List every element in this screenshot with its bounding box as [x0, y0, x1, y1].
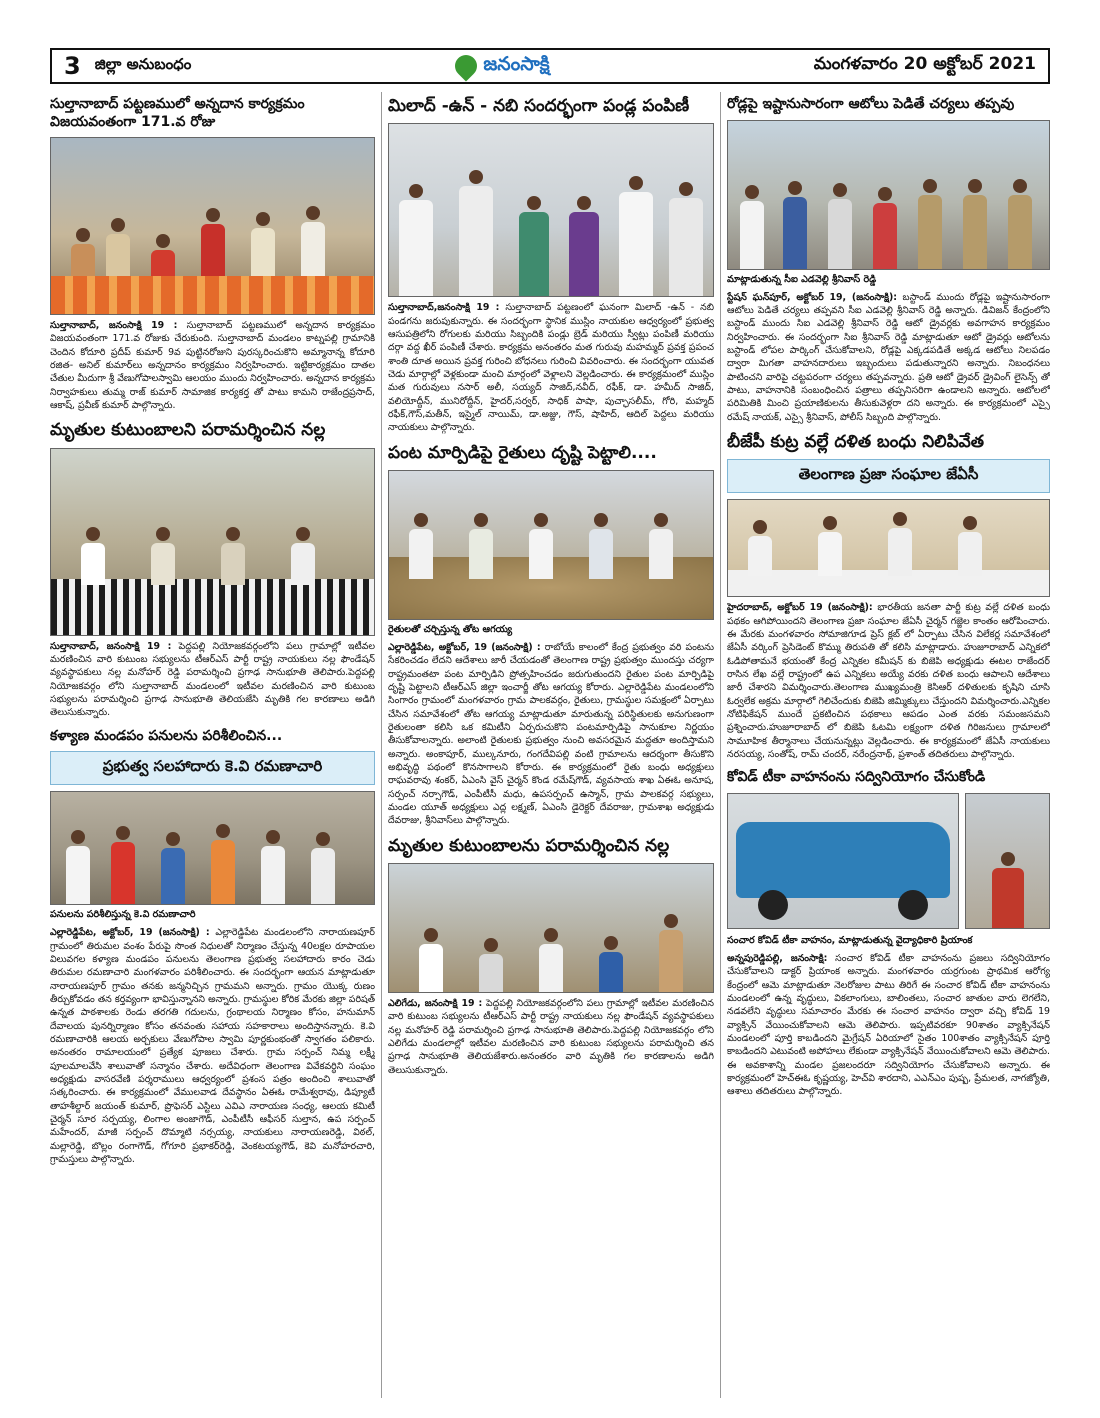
column-1 [50, 92, 375, 1398]
article-body: ఎల్లారెడ్డిపేట, అక్టోబర్, 19 (జనంసాక్షి) : ఎల్లారెడ్డిపేట మండలంలోని నారాయణపూర్ గ్రామంలో తిరుమల వంశం పేరుపై సొంత నిధులతో నిర్మాణం చేస్తున్న 40లక్షల రూపాయల విలువగల కళ్యాణ మండపం పనులను తెలంగాణ ప్రభుత్వ సలహాదారు కారం చెడు తిరుమల రమణాచారి మంగళవారం పరిశీలించారు. ఈ సందర్భంగా ఆయన మాట్లాడుతూ నారాయణపూర్ గ్రామం తనకు జన్మనిచ్చిన గ్రామమని అన్నారు. గ్రామం యొక్క రుణం తీర్చుకోవడం తన కర్తవ్యంగా భావిస్తున్నానని అన్నారు. గ్రామస్థుల కోరిక మేరకు జిల్లా పరిషత్ ఉన్నత పాఠశాలకు రెండు తరగతి గదులను, గ్రంథాలయ నిర్మాణం కోసం, హనుమాన్ దేవాలయ పునర్నిర్మాణం కోసం తనవంతు సహాయ సహకారాలు అందిస్తానన్నారు. కె.వి రమణాచారికి ఆలయ అర్చకులు వేణుగోపాల స్వామి పూర్ణకుంభంతో స్వాగతం పలికారు. అనంతరం రామాలయంలో ప్రత్యేక పూజలు చేశారు. గ్రామ సర్పంచ్ నిమ్మ లక్ష్మీ పూలమాలవేసి శాలువాతో సన్మానం చేశారు. అదేవిధంగా తెలంగాణ వివేకవర్ధిని సంఘం అధ్యక్షుడు వాసరవేణి పర్శరాములు ఆధ్వర్యంలో ప్రశంస పత్రం అందించి శాలువాతో సత్కరించారు. ఈ కార్యక్రమంలో వేములవాడ దేవస్థానం ఏఈఓ రామేశ్వరావు, డిప్యూటీ తాహశీల్దార్ జయంత్ కుమార్, ప్రొఫెసర్ ఎస్టిలు ఎవిఎ నారాయణ సంధ్య, ఆలయ కమిటీ చైర్మన్ సూర సర్పయ్య, లింగాల అంజాగౌడ్, ఎంపీటీసీ ఆఫీసర్ సుల్తాన, ఉప సర్పంచ్ మహేందర్, మాజీ సర్పంచ్ దొమ్మాటి నర్సయ్య, నాయకులు నారాయణరెడ్డి, విఠల్, మల్లారెడ్డి, బొల్లం రంగాగౌడ్, గోగూరి ప్రభాకర్‌రెడ్డి, వెంకటయ్యగౌడ్, కెవి మనోహరచారి, గ్రామస్తులు పాల్గొన్నారు. [50, 927, 375, 1166]
page-number: 3 [64, 52, 81, 80]
photo-caption: సంచార కోవిడ్ టీకా వాహనం, మాట్లాడుతున్న వైద్యాధికారి ప్రియాంక [727, 934, 973, 946]
article-body: హైదరాబాద్, అక్టోబర్ 19 (జనంసాక్షి): భారతీయ జనతా పార్టీ కుట్ర వల్లే దళిత బంధు పథకం ఆగిపోయిందని తెలంగాణ ప్రజా సంఘాల జేఏసీ చైర్మన్ గజ్జెల కాంతం ఆరోపించారు. ఈ మేరకు మంగళవారం సోమాజిగూడ ప్రెస్ క్లబ్ లో ఏర్పాటు చేసిన విలేకర్ల సమావేశంలో జేఏసీ వర్కింగ్ ప్రెసిడెంట్ కొమ్ము తిరుపతి తో కలిసి మాట్లాడారు. హుజూరాబాద్ ఎన్నికలో ఓడిపోతామనే భయంతో కేంద్ర ఎన్నికల కమీషన్ కు బిజెపి అధ్యక్షుడు ఈటల రాజేందర్ రాసిన లేఖ వల్లే రాష్ట్రంలో ఉప ఎన్నికలు అయ్యే వరకు దళిత బంధు ఆపాలని ఆదేశాలు జారీ చేశారని విమర్శించారు.తెలంగాణ ముఖ్యమంత్రి కెసిఆర్ దళితులకు కృషిని చూసి ఓర్వలేక అక్రమ మార్గాలో గెలిచేందుకు బిజెపి జిమ్మిక్కులు చేస్తుందని విమర్శించారు.ఎన్నికల నోటిఫికేషన్ ముందే ప్రకటించిన పథకాలు ఆపడం ఎంత వరకు సమంజసమని ప్రశ్నించారు.హుజూరాబాద్ లో బిజెపి ఓటమి లక్ష్యంగా దళిత గిరిజనులు గ్రామాలలో సామూహిక తీర్మానాలు చేయనున్నట్లు వెల్లడించారు. ఈ కార్యక్రమంలో జేఏసీ నాయకులు నరసయ్య, సంతోష్, రామ్ చందర్, నరేంద్రనాథ్, ప్రశాంత్ తదితరులు పాల్గొన్నారు. [727, 602, 1050, 760]
article-headline: బీజేపీ కుట్ర వల్లే దళిత బంధు నిలిపివేత [727, 431, 984, 452]
article-headline: మృతుల కుటుంబాలను పరామర్శించిన నల్ల [388, 835, 670, 856]
article-photo [727, 120, 1050, 270]
masthead-left [64, 52, 191, 80]
article-auto-warning [727, 96, 1050, 424]
article-body: అన్నపురెడ్డిపల్లి, జనంసాక్షి: సంచార కోవిడ్ టీకా వాహనంను ప్రజలు సద్వినియోగం చేసుకోవాలని డాక్టర్ ప్రియాంక అన్నారు. మంగళవారం యర్రగుంట ప్రాథమిక ఆరోగ్య కేంద్రంలో ఆమె మాట్లాడుతూ నెలరోజుల పాటు తిరిగే ఈ సంచార కోవిడ్ టీకా వాహనంను మండలంలో ఉన్న వృద్ధులు, వికలాంగులు, బాలింతలు, సంచార జాతుల వారు లెగలేని, నడవలేని వృద్ధులు సమాచారం మేరకు ఈ సంచార వాహనం ద్వారా వచ్చి కోవిడ్ 19 వ్యాక్సిన్ వేయించుకోవాలని ఆమె తెలిపారు. ఇప్పటివరకూ 90శాతం వ్యాక్సినేషన్ మండలంలో పూర్తి కాబడిందని మైగ్రేషన్ ఏరియాలో సైతం 100శాతం వ్యాక్సినేషన్ పూర్తి కాబడిందని ఎటువంటి అపోహలు లేకుండా వ్యాక్సినేషన్ వేయించుకోవాలని ఆమె తెలిపారు. ఈ అవకాశాన్ని మండల ప్రజలందరూ సద్వినియోగం చేసుకోవాలని అన్నారు. ఈ కార్యక్రమంలో హెచ్ఈఓ కృష్ణయ్య, హెచ్‌వి శారదాని, ఎఎన్ఎం పుష్ప, ప్రేమలత, నాగజ్యోతి, ఆశాలు తదితరులు పాల్గొన్నారు. [727, 952, 1050, 1098]
article-photo [727, 499, 1050, 597]
article-body: సుల్తానాబాద్, జనంసాక్షి 19 : సుల్తానాబాద్ పట్టణములో అన్నదాన కార్యక్రమం విజయవంతంగా 171.వ రోజుకు చేరుకుంది. సుల్తానాబాద్ మండలం కాట్నపల్లి గ్రామానికి చెందిన కోదూరి ప్రదీప్ కుమార్ 9వ పుట్టినరోజుని పురస్కరించుకొని అమ్మానాన్న కోదూరి రజిత- అనిల్ కుమార్‌లు అన్నదానం కార్యక్రమం నిర్వహించారు. ఇట్టికార్యక్రమం దాతల చేతుల మీదుగా శ్రీ వేణుగోపాలస్వామి ఆలయం ముందు నిర్వహించారు. అన్నదాన కార్యక్రమ నిర్వాహకులు తుమ్మ రాజ్ కుమార్ సామాజిక కార్యకర్త తో పాటు కామని రాజేంద్రప్రసాద్, ఆకాష్, ప్రవీణ్ కుమార్ పాల్గొన్నారు. [50, 320, 375, 412]
article-photo [50, 448, 375, 636]
article-photo [50, 791, 375, 905]
article-subbanner: ప్రభుత్వ సలహాదారు కె.వి రమణాచారి [50, 751, 375, 785]
issue-date: మంగళవారం 20 అక్టోబర్ 2021 [813, 54, 1036, 74]
column-3 [727, 92, 1050, 1398]
masthead [50, 48, 1050, 84]
photo-caption: రైతులతో చర్చిస్తున్న తోట ఆగయ్య [388, 623, 513, 635]
column-divider [381, 92, 382, 1398]
article-headline: పంట మార్పిడిపై రైతులు దృష్టి పెట్టాలి.... [388, 442, 657, 463]
column-2 [388, 92, 714, 1398]
article-photo [388, 863, 714, 993]
photo-caption: మాట్లాడుతున్న సీఐ ఎడవెల్లి శ్రీనివాస్ రెడ్డి [727, 273, 877, 285]
article-headline: కళ్యాణ మండపం పనులను పరిశీలించిన... [50, 727, 283, 744]
leaf-logo-icon [451, 50, 482, 81]
article-nalla-condolence-2 [388, 836, 714, 1077]
newspaper-logo [455, 53, 549, 80]
section-name: జిల్లా అనుబంధం [94, 55, 192, 73]
article-body: ఎల్లారెడ్డిపేట, అక్టోబర్, 19 (జనంసాక్షి) : రాబోయే కాలంలో కేంద్ర ప్రభుత్వం వరి పంటను సేకరించడం లేదని ఆదేశాలు జారీ చేయడంతో తెలంగాణ రాష్ట్ర ప్రభుత్వం ముందస్తు చర్యగా రాష్ట్రమంతటా పంట మార్పిడిని ప్రోత్సహించడం జరుగుతుందని రైతుల పంట మార్పిడిపై దృష్టి పెట్టాలని టీఆర్‌ఎస్ జిల్లా ఇంచార్జీ తోట ఆగయ్య కోరారు. ఎల్లారెడ్డిపేట మండలంలోని సింగారం గ్రామంలో మంగళవారం గ్రామ పాలకవర్గం, రైతులు, గ్రామస్థుల సమక్షంలో ఏర్పాటు చేసిన సమావేశంలో తోట ఆగయ్య మాట్లాడుతూ మారుతున్న పరిస్థితులకు అనుగుణంగా రైతులంతా కలిసి ఒక కమిటీని ఏర్పరుచుకొని పంటమార్పిడిపై సానుకూల నిర్ణయం తీసుకోవాలన్నారు. అలాంటి రైతులకు ప్రభుత్వం నుంచి అవసరమైన మద్దతూ అందిస్తామని అన్నారు. అంకాపూర్, ముల్కనూరు, గంగదేవిపల్లి వంటి గ్రామాలను ఆదర్శంగా తీసుకొని అభివృద్ధి పథంలో కొనసాగాలని కోరారు. ఈ కార్యక్రమంలో రైతు బంధు అధ్యక్షులు రాఘవరావు శంకర్, ఏఎంసి వైస్ చైర్మన్ కొండ రమేష్‌గౌడ్, వ్యవసాయ శాఖ ఏఈఓ అనూష, సర్పంచ్ నర్సాగౌడ్, ఎంపీటీసీ మధు, ఉపసర్పంచ్ ఉస్మాన్, గ్రామ పాలకవర్గ సభ్యులు, మండల యూత్ అధ్యక్షులు ఎద్ల లక్ష్మణ్, ఏఎంసి డైరెక్టర్ దేవరాజు, గ్రామశాఖ అధ్యక్షుడు దేవరాజు, శ్రీనివాస్‌లు పాల్గొన్నారు. [388, 641, 714, 827]
article-covid-vaccine-vehicle [727, 769, 1050, 1098]
article-kalyana-mandapam [50, 728, 375, 1167]
article-body: స్టేషన్ ఘన్‌పూర్, అక్టోబర్ 19, (జనంసాక్షి): బస్టాండ్ ముందు రోడ్లపై ఇష్టానుసారంగా ఆటోలు పెడితే చర్యలు తప్పవని సీఐ ఎడవెల్లి శ్రీనివాస్ రెడ్డి అన్నారు. డివిజన్ కేంద్రంలోని బస్టాండ్ ముందు సిఐ ఎడవెల్లి శ్రీనివాస్ రెడ్డి ఆటో డ్రైవర్లకు అవగాహన కార్యక్రమం నిర్వహించారు. ఈ సందర్భంగా సిఐ శ్రీనివాస్ రెడ్డి మాట్లాడుతూ ఆటో డ్రైవర్లు ఆటోలను బస్టాండ్ లోపల పార్కింగ్ చేసుకోవాలని, రోడ్లపై ఎక్కడపడితే అక్కడ ఆటోలు నిలపడం ద్వారా మిగతా వాహనదారులు ఇబ్బందులు పడుతున్నారని అన్నారు. నిబంధనలు పాటించని వారిపై చట్టపరంగా చర్యలు తప్పవన్నారు. ప్రతి ఆటో డ్రైవర్ డ్రైవింగ్ లైసెన్స్ తో పాటు, వాహనానికి సంబంధించిన పత్రాలు తప్పనిసరిగా ఉండాలని అన్నారు. ఆటోలలో పరిమితికి మించి ప్రయాణికులను తీసుకువెళ్లరా దని అన్నారు. ఈ కార్యక్రమంలో ఎస్సై రమేష్ నాయక్, ఎస్సై శ్రీనివాస్, పోలీస్ సిబ్బంది పాల్గొన్నారు. [727, 291, 1050, 423]
logo-text: జనంసాక్షి [483, 52, 550, 75]
column-divider [720, 92, 721, 1398]
article-headline: రోడ్లపై ఇష్టానుసారంగా ఆటోలు పెడితే చర్యలు తప్పవు [727, 96, 1015, 112]
article-annadanam [50, 96, 375, 412]
photo-caption: పనులను పరిశీలిస్తున్న కె.వి రమణాచారి [50, 909, 196, 921]
article-nalla-condolence-1 [50, 420, 375, 719]
article-headline: సుల్తానాబాద్ పట్టణములో అన్నదాన కార్యక్రమం విజయవంతంగా 171.వ రోజు [50, 96, 305, 130]
article-dalita-bandhu [727, 432, 1050, 761]
article-body: ఎలిగేడు, జనంసాక్షి 19 : పెద్దపల్లి నియోజకవర్గంలోని పలు గ్రామాల్లో ఇటీవల మరణించిన వారి కుటుంబ సభ్యులను టీఆర్‌ఎస్ పార్టీ రాష్ట్ర నాయకులు నల్ల ఫౌండేషన్ వ్యవస్థాపకులు నల్ల మనోహర్ రెడ్డి పరామర్శించి ప్రగాఢ సానుభూతి తెలిపారు.పెద్దపల్లి నియోజకవర్గం లోని ఎలిగేడు మండలాల్లో ఇటీవల మరణించిన వారి కుటుంబ సభ్యులను పరామర్శించి తన ప్రగాఢ సానుభూతి తెలియజేశారు.అనంతరం వారి మృతికి గల కారణాలను అడిగి తెలుసుకున్నారు. [388, 998, 714, 1076]
article-headline: మిలాద్ -ఉన్ - నబి సందర్భంగా పండ్ల పంపిణీ [388, 96, 690, 116]
article-headline: మృతుల కుటుంబాలని పరామర్శించిన నల్ల [50, 420, 326, 441]
article-photo-vehicle [727, 793, 959, 929]
article-photo-doctor [965, 793, 1050, 929]
article-photo [388, 123, 714, 297]
article-crop-rotation [388, 443, 714, 828]
article-body: సుల్తానాబాద్, జనంసాక్షి 19 : పెద్దపల్లి నియోజకవర్గంలోని పలు గ్రామాల్లో ఇటీవల మరణించిన వారి కుటుంబ సభ్యులను టీఆర్‌ఎస్ పార్టీ రాష్ట్ర నాయకులు నల్ల ఫౌండేషన్ వ్యవస్థాపకులు నల్ల మనోహర్ రెడ్డి పరామర్శించి ప్రగాఢ సానుభూతి తెలిపారు.పెద్దపల్లి నియోజకవర్గం లోని సుల్తానాబాద్ మండలంలో ఇటీవల మరణించిన వారి కుటుంబ సభ్యులను పరామర్శించి ప్రగాఢ సానుభూతి తెలియజేసి మృతికి గల కారణాలు అడిగి తెలుసుకున్నారు. [50, 640, 375, 719]
article-milad-un-nabi [388, 96, 714, 435]
article-body: సుల్తానాబాద్,జనంసాక్షి 19 : సుల్తానాబాద్ పట్టణంలో ఘనంగా మిలాద్ -ఉన్ - నబి పండగను జరుపుకున్నారు. ఈ సందర్భంగా స్థానిక ముస్లిం నాయకుల ఆధ్వర్యంలో ప్రభుత్వ ఆసుపత్రిలోని రోగులకు మరియు సిబ్బందికి పండ్లు బ్రెడ్ మరియు స్వీట్లు పంపిణీ మరియు దర్గా వద్ద ఖీర్ పంపిణీ చేశారు. కార్యక్రమ అనంతరం మత గురువు మహమ్మద్ ప్రవక్త ప్రపంచ శాంతి దూత అయిన ప్రవక్త గురించి బోధనలు గురించి వివరించారు. ఈ సందర్భంగా యువత చెడు మార్గాల్లో వెళ్లకుండా మంచి మార్గంలో వెళ్లాలని వెల్లడించారు. ఈ కార్యక్రమంలో ముస్లిం మత గురువులు నసార్ అలీ, సయ్యద్ సాజిద్,నవీద్, రఫీక్, డా. హమీద్ సాజిద్, వలియోద్దీన్, మునిరోద్దీన్, హైదర్,సర్వర్, సాధిక్ పాషా, పుచ్ఛాసలీమ్, గోరి, మహ్మద్ రఫీక్,గౌస్,మతీన్, ఇస్మైల్ నాయిమ్, డా.అజ్జు, గౌస్, షాహిద్, ఆదిల్ పెద్దలు మరియు నాయకులు పాల్గొన్నారు. [388, 302, 714, 434]
article-photo [388, 470, 714, 620]
article-photo [50, 137, 375, 315]
article-headline: కోవిడ్ టీకా వాహనంను సద్వినియోగం చేసుకోండి [727, 769, 986, 786]
article-subbanner: తెలంగాణ ప్రజా సంఘాల జేఏసీ [727, 459, 1050, 493]
photo-pair [727, 793, 1050, 933]
